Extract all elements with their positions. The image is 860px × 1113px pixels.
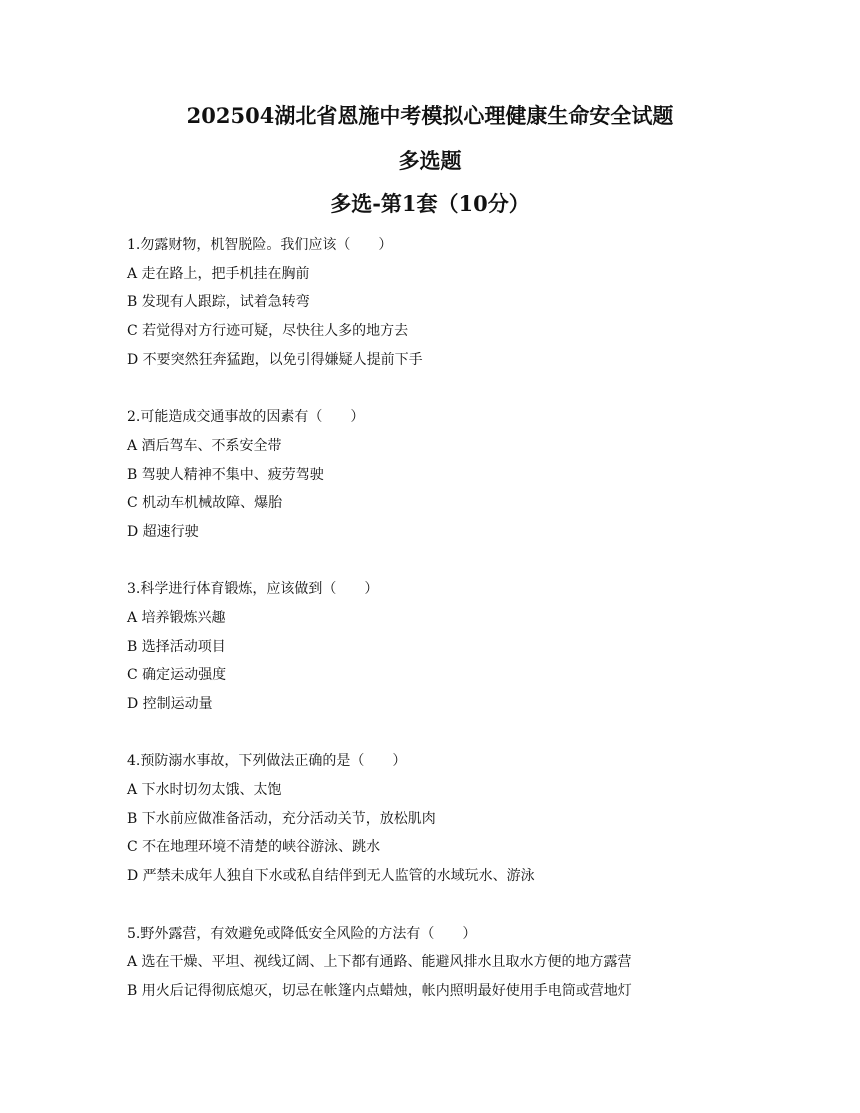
option-a: A 走在路上，把手机挂在胸前 — [127, 265, 310, 282]
option-b: B 驾驶人精神不集中、疲劳驾驶 — [127, 466, 324, 483]
option-c: C 机动车机械故障、爆胎 — [127, 495, 283, 512]
question-list — [127, 231, 747, 1034]
question-stem: 4.预防溺水事故，下列做法正确的是（ ） — [127, 753, 407, 770]
option-a: A 酒后驾车、不系安全带 — [127, 437, 282, 454]
option-b: B 下水前应做准备活动，充分活动关节，放松肌肉 — [127, 810, 436, 827]
option-a: A 选在干燥、平坦、视线辽阔、上下都有通路、能避风排水且取水方便的地方露营 — [127, 954, 632, 971]
option-c: C 确定运动强度 — [127, 667, 227, 684]
page-title: 202504湖北省恩施中考模拟心理健康生命安全试题 — [186, 103, 674, 128]
option-d: D 严禁未成年人独自下水或私自结伴到无人监管的水域玩水、游泳 — [127, 868, 535, 885]
set-title: 多选-第1套（10分） — [330, 191, 530, 216]
question-2 — [127, 403, 747, 546]
question-5 — [127, 920, 747, 1006]
option-d: D 超速行驶 — [127, 523, 199, 540]
question-stem: 2.可能造成交通事故的因素有（ ） — [127, 409, 365, 426]
question-3 — [127, 575, 747, 718]
option-b: B 发现有人跟踪，试着急转弯 — [127, 294, 310, 311]
option-d: D 不要突然狂奔猛跑，以免引得嫌疑人提前下手 — [127, 351, 423, 368]
question-4 — [127, 747, 747, 890]
option-c: C 不在地理环境不清楚的峡谷游泳、跳水 — [127, 839, 381, 856]
option-a: A 培养锻炼兴趣 — [127, 609, 226, 626]
option-c: C 若觉得对方行迹可疑，尽快往人多的地方去 — [127, 323, 409, 340]
option-b: B 选择活动项目 — [127, 638, 226, 655]
option-a: A 下水时切勿太饿、太饱 — [127, 782, 282, 799]
question-1 — [127, 231, 747, 374]
question-stem: 1.勿露财物，机智脱险。我们应该（ ） — [127, 237, 393, 253]
option-b: B 用火后记得彻底熄灭，切忌在帐篷内点蜡烛，帐内照明最好使用手电筒或营地灯 — [127, 982, 632, 999]
option-d: D 控制运动量 — [127, 696, 213, 712]
section-title: 多选题 — [398, 148, 462, 173]
question-stem: 3.科学进行体育锻炼，应该做到（ ） — [127, 581, 379, 598]
question-stem: 5.野外露营，有效避免或降低安全风险的方法有（ ） — [127, 925, 477, 942]
